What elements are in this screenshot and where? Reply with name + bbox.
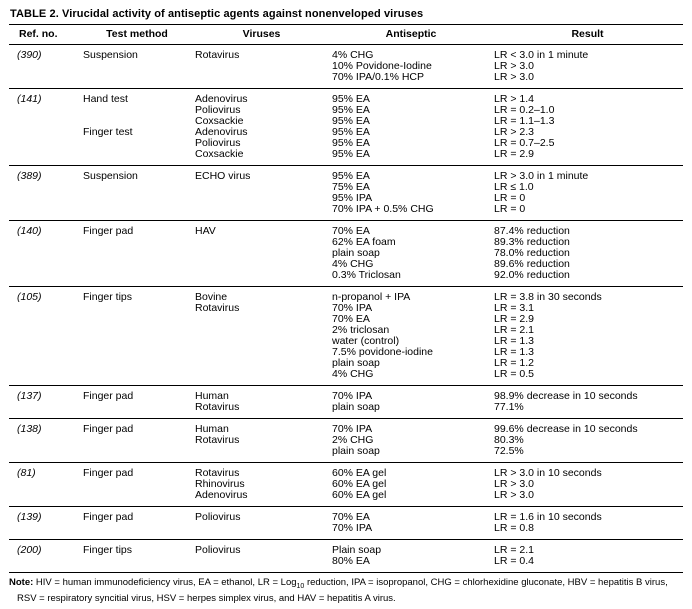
table-row bbox=[9, 419, 683, 436]
antiseptic-cell: 80% EA bbox=[332, 555, 370, 567]
result-cell: LR > 2.3 bbox=[494, 126, 534, 138]
antiseptic-cell: 95% EA bbox=[332, 137, 370, 149]
method-cell bbox=[81, 105, 193, 116]
ref-cell bbox=[9, 204, 81, 221]
virus-cell bbox=[193, 336, 330, 347]
ref-cell bbox=[9, 325, 81, 336]
result-cell: LR > 3.0 bbox=[494, 489, 534, 501]
method-cell bbox=[81, 204, 193, 221]
method-cell: Finger tips bbox=[83, 544, 133, 556]
table-row bbox=[9, 204, 683, 221]
header-result: Result bbox=[571, 28, 604, 40]
result-cell: 80.3% bbox=[494, 434, 524, 446]
table-row bbox=[9, 149, 683, 166]
header-viruses: Viruses bbox=[242, 28, 281, 40]
antiseptic-cell: plain soap bbox=[332, 247, 380, 259]
antiseptic-cell: 10% Povidone-Iodine bbox=[332, 60, 432, 72]
virus-cell: Poliovirus bbox=[195, 104, 241, 116]
ref-cell: (105) bbox=[17, 291, 42, 303]
virus-cell: Adenovirus bbox=[195, 93, 248, 105]
method-cell bbox=[81, 72, 193, 89]
ref-cell bbox=[9, 347, 81, 358]
table-row bbox=[9, 540, 683, 557]
result-cell: LR = 2.1 bbox=[494, 544, 534, 556]
method-cell: Finger pad bbox=[83, 225, 134, 237]
antiseptic-cell: water (control) bbox=[332, 335, 400, 347]
ref-group bbox=[9, 166, 683, 221]
virus-cell: Rotavirus bbox=[195, 49, 240, 61]
ref-cell bbox=[9, 193, 81, 204]
table-row bbox=[9, 446, 683, 463]
result-cell: LR = 1.3 bbox=[494, 335, 534, 347]
table-row bbox=[9, 402, 683, 419]
ref-group bbox=[9, 507, 683, 540]
virus-cell: Bovine bbox=[195, 291, 228, 303]
method-cell bbox=[81, 314, 193, 325]
method-cell bbox=[81, 523, 193, 540]
ref-cell bbox=[9, 127, 81, 138]
ref-cell bbox=[9, 61, 81, 72]
method-cell bbox=[81, 402, 193, 419]
ref-cell bbox=[9, 237, 81, 248]
result-cell: LR = 1.6 in 10 seconds bbox=[494, 511, 602, 523]
antiseptic-cell: 60% EA gel bbox=[332, 467, 387, 479]
antiseptic-cell: 60% EA gel bbox=[332, 489, 387, 501]
result-cell: 78.0% reduction bbox=[494, 247, 570, 259]
method-cell: Finger pad bbox=[83, 511, 134, 523]
note-log-subscript: 10 bbox=[296, 582, 305, 590]
result-cell: LR > 3.0 in 10 seconds bbox=[494, 467, 602, 479]
method-cell bbox=[81, 556, 193, 573]
method-cell bbox=[81, 336, 193, 347]
method-cell: Suspension bbox=[83, 49, 138, 61]
ref-group bbox=[9, 287, 683, 386]
method-cell bbox=[81, 248, 193, 259]
antiseptic-cell: 70% EA bbox=[332, 313, 370, 325]
method-cell bbox=[81, 138, 193, 149]
result-cell: LR = 2.9 bbox=[494, 148, 534, 160]
table-row bbox=[9, 72, 683, 89]
antiseptic-cell: 70% IPA/0.1% HCP bbox=[332, 71, 425, 83]
antiseptic-cell: 2% CHG bbox=[332, 434, 374, 446]
table-note bbox=[9, 577, 683, 605]
antiseptic-cell: 4% CHG bbox=[332, 368, 374, 380]
note-text-2: reduction, IPA = isopropanol, CHG = chlorhexidine gluconate, HBV = hepatitis B virus, RSV = respiratory syncitial virus, HSV = herpes simplex virus, and HAV = hepatitis A virus. bbox=[17, 577, 668, 604]
antiseptic-cell: 4% CHG bbox=[332, 49, 374, 61]
method-cell bbox=[81, 446, 193, 463]
virucidal-table bbox=[9, 24, 683, 573]
ref-cell: (390) bbox=[17, 49, 42, 61]
ref-cell bbox=[9, 116, 81, 127]
ref-cell bbox=[9, 446, 81, 463]
result-cell: LR > 3.0 in 1 minute bbox=[494, 170, 589, 182]
table-row bbox=[9, 463, 683, 480]
antiseptic-cell: 70% EA bbox=[332, 225, 370, 237]
virus-cell bbox=[193, 182, 330, 193]
table-row bbox=[9, 556, 683, 573]
ref-cell bbox=[9, 369, 81, 386]
method-cell bbox=[81, 259, 193, 270]
virus-cell: Coxsackie bbox=[195, 148, 244, 160]
method-cell bbox=[81, 182, 193, 193]
ref-cell bbox=[9, 556, 81, 573]
antiseptic-cell: 70% IPA + 0.5% CHG bbox=[332, 203, 434, 215]
virus-cell: Poliovirus bbox=[195, 137, 241, 149]
result-cell: LR = 2.9 bbox=[494, 313, 534, 325]
ref-cell bbox=[9, 435, 81, 446]
antiseptic-cell: 95% EA bbox=[332, 148, 370, 160]
ref-cell: (141) bbox=[17, 93, 42, 105]
ref-cell: (138) bbox=[17, 423, 42, 435]
antiseptic-cell: 7.5% povidone-iodine bbox=[332, 346, 433, 358]
antiseptic-cell: 70% EA bbox=[332, 511, 370, 523]
method-cell: Suspension bbox=[83, 170, 138, 182]
virus-cell bbox=[193, 369, 330, 386]
ref-group bbox=[9, 221, 683, 287]
table-row bbox=[9, 369, 683, 386]
ref-group bbox=[9, 89, 683, 166]
antiseptic-cell: plain soap bbox=[332, 357, 380, 369]
table-row bbox=[9, 386, 683, 403]
result-cell: LR = 3.8 in 30 seconds bbox=[494, 291, 602, 303]
virus-cell: Rotavirus bbox=[195, 302, 240, 314]
virus-cell bbox=[193, 237, 330, 248]
result-cell: LR ≤ 1.0 bbox=[494, 181, 534, 193]
virus-cell bbox=[193, 556, 330, 573]
table-row bbox=[9, 523, 683, 540]
ref-cell: (140) bbox=[17, 225, 42, 237]
result-cell: LR = 0 bbox=[494, 203, 526, 215]
note-label: Note: bbox=[9, 577, 34, 588]
result-cell: LR = 0.2–1.0 bbox=[494, 104, 555, 116]
virus-cell bbox=[193, 347, 330, 358]
virus-cell: Human bbox=[195, 390, 229, 402]
ref-cell bbox=[9, 336, 81, 347]
result-cell: LR = 0.7–2.5 bbox=[494, 137, 555, 149]
antiseptic-cell: plain soap bbox=[332, 401, 380, 413]
ref-group bbox=[9, 419, 683, 463]
table-row bbox=[9, 507, 683, 524]
ref-cell bbox=[9, 259, 81, 270]
virus-cell bbox=[193, 259, 330, 270]
method-cell bbox=[81, 237, 193, 248]
antiseptic-cell: 95% EA bbox=[332, 170, 370, 182]
antiseptic-cell: 70% IPA bbox=[332, 522, 373, 534]
table-row bbox=[9, 166, 683, 183]
method-cell: Finger pad bbox=[83, 390, 134, 402]
ref-cell bbox=[9, 523, 81, 540]
method-cell bbox=[81, 347, 193, 358]
method-cell bbox=[81, 303, 193, 314]
antiseptic-cell: 95% EA bbox=[332, 126, 370, 138]
result-cell: LR > 3.0 bbox=[494, 478, 534, 490]
virus-cell bbox=[193, 325, 330, 336]
ref-group bbox=[9, 45, 683, 89]
result-cell: 99.6% decrease in 10 seconds bbox=[494, 423, 638, 435]
antiseptic-cell: plain soap bbox=[332, 445, 380, 457]
result-cell: LR = 2.1 bbox=[494, 324, 534, 336]
antiseptic-cell: 0.3% Triclosan bbox=[332, 269, 401, 281]
result-cell: LR = 0.5 bbox=[494, 368, 534, 380]
ref-cell bbox=[9, 105, 81, 116]
antiseptic-cell: 70% IPA bbox=[332, 302, 373, 314]
ref-group bbox=[9, 540, 683, 573]
result-cell: LR < 3.0 in 1 minute bbox=[494, 49, 589, 61]
note-text-1: HIV = human immunodeficiency virus, EA = ethanol, LR = Log bbox=[33, 577, 297, 588]
ref-cell: (389) bbox=[17, 170, 42, 182]
method-cell bbox=[81, 149, 193, 166]
virus-cell bbox=[193, 314, 330, 325]
result-cell: LR = 1.1–1.3 bbox=[494, 115, 555, 127]
virus-cell bbox=[193, 193, 330, 204]
method-cell bbox=[81, 479, 193, 490]
method-cell: Finger pad bbox=[83, 423, 134, 435]
result-cell: 98.9% decrease in 10 seconds bbox=[494, 390, 638, 402]
result-cell: 92.0% reduction bbox=[494, 269, 570, 281]
virus-cell bbox=[193, 204, 330, 221]
virus-cell: ECHO virus bbox=[195, 170, 251, 182]
virus-cell bbox=[193, 61, 330, 72]
virus-cell bbox=[193, 358, 330, 369]
method-cell: Finger pad bbox=[83, 467, 134, 479]
ref-cell: (200) bbox=[17, 544, 42, 556]
result-cell: LR > 3.0 bbox=[494, 71, 534, 83]
virus-cell: Rotavirus bbox=[195, 401, 240, 413]
result-cell: LR = 3.1 bbox=[494, 302, 534, 314]
header-antiseptic: Antiseptic bbox=[385, 28, 437, 40]
method-cell bbox=[81, 358, 193, 369]
antiseptic-cell: Plain soap bbox=[332, 544, 382, 556]
result-cell: LR = 0 bbox=[494, 192, 526, 204]
result-cell: 89.6% reduction bbox=[494, 258, 570, 270]
antiseptic-cell: 95% IPA bbox=[332, 192, 373, 204]
ref-group bbox=[9, 463, 683, 507]
header-ref-no: Ref. no. bbox=[19, 28, 58, 40]
method-cell bbox=[81, 325, 193, 336]
antiseptic-cell: n-propanol + IPA bbox=[332, 291, 411, 303]
result-cell: LR = 1.2 bbox=[494, 357, 534, 369]
result-cell: LR > 3.0 bbox=[494, 60, 534, 72]
method-cell bbox=[81, 369, 193, 386]
method-cell bbox=[81, 270, 193, 287]
virus-cell bbox=[193, 446, 330, 463]
virus-cell bbox=[193, 270, 330, 287]
virus-cell: Human bbox=[195, 423, 229, 435]
ref-cell bbox=[9, 72, 81, 89]
method-cell bbox=[81, 435, 193, 446]
virus-cell: Adenovirus bbox=[195, 489, 248, 501]
virus-cell: Poliovirus bbox=[195, 544, 241, 556]
antiseptic-cell: 70% IPA bbox=[332, 390, 373, 402]
ref-cell bbox=[9, 402, 81, 419]
virus-cell bbox=[193, 72, 330, 89]
virus-cell bbox=[193, 523, 330, 540]
ref-cell bbox=[9, 182, 81, 193]
method-cell: Finger tips bbox=[83, 291, 133, 303]
method-cell bbox=[81, 61, 193, 72]
method-cell bbox=[81, 490, 193, 507]
table-row bbox=[9, 270, 683, 287]
header-test-method: Test method bbox=[106, 28, 168, 40]
virus-cell: HAV bbox=[195, 225, 216, 237]
antiseptic-cell: 2% triclosan bbox=[332, 324, 390, 336]
antiseptic-cell: 75% EA bbox=[332, 181, 370, 193]
ref-cell bbox=[9, 138, 81, 149]
ref-cell bbox=[9, 358, 81, 369]
table-row bbox=[9, 490, 683, 507]
result-cell: LR = 1.3 bbox=[494, 346, 534, 358]
virus-cell: Coxsackie bbox=[195, 115, 244, 127]
result-cell: LR > 1.4 bbox=[494, 93, 534, 105]
result-cell: LR = 0.8 bbox=[494, 522, 534, 534]
method-cell: Hand test bbox=[83, 93, 128, 105]
method-cell bbox=[81, 193, 193, 204]
table-row bbox=[9, 45, 683, 62]
antiseptic-cell: 95% EA bbox=[332, 93, 370, 105]
virus-cell: Poliovirus bbox=[195, 511, 241, 523]
ref-cell bbox=[9, 248, 81, 259]
table-row bbox=[9, 287, 683, 304]
ref-cell bbox=[9, 479, 81, 490]
antiseptic-cell: 95% EA bbox=[332, 104, 370, 116]
ref-cell: (137) bbox=[17, 390, 42, 402]
ref-cell: (139) bbox=[17, 511, 42, 523]
virus-cell: Rhinovirus bbox=[195, 478, 245, 490]
method-cell: Finger test bbox=[83, 126, 133, 138]
result-cell: LR = 0.4 bbox=[494, 555, 534, 567]
ref-group bbox=[9, 386, 683, 419]
antiseptic-cell: 4% CHG bbox=[332, 258, 374, 270]
ref-cell: (81) bbox=[17, 467, 36, 479]
antiseptic-cell: 95% EA bbox=[332, 115, 370, 127]
virus-cell: Rotavirus bbox=[195, 434, 240, 446]
table-title: TABLE 2. Virucidal activity of antiseptic agents against nonenveloped viruses bbox=[10, 8, 424, 20]
antiseptic-cell: 62% EA foam bbox=[332, 236, 396, 248]
header-row bbox=[9, 25, 683, 45]
table-header bbox=[9, 25, 683, 45]
result-cell: 77.1% bbox=[494, 401, 524, 413]
ref-cell bbox=[9, 270, 81, 287]
virus-cell: Adenovirus bbox=[195, 126, 248, 138]
ref-cell bbox=[9, 303, 81, 314]
virus-cell: Rotavirus bbox=[195, 467, 240, 479]
ref-cell bbox=[9, 314, 81, 325]
ref-cell bbox=[9, 490, 81, 507]
result-cell: 87.4% reduction bbox=[494, 225, 570, 237]
antiseptic-cell: 70% IPA bbox=[332, 423, 373, 435]
table-row bbox=[9, 89, 683, 106]
table-row bbox=[9, 221, 683, 238]
ref-cell bbox=[9, 149, 81, 166]
virus-cell bbox=[193, 248, 330, 259]
result-cell: 89.3% reduction bbox=[494, 236, 570, 248]
result-cell: 72.5% bbox=[494, 445, 524, 457]
antiseptic-cell: 60% EA gel bbox=[332, 478, 387, 490]
